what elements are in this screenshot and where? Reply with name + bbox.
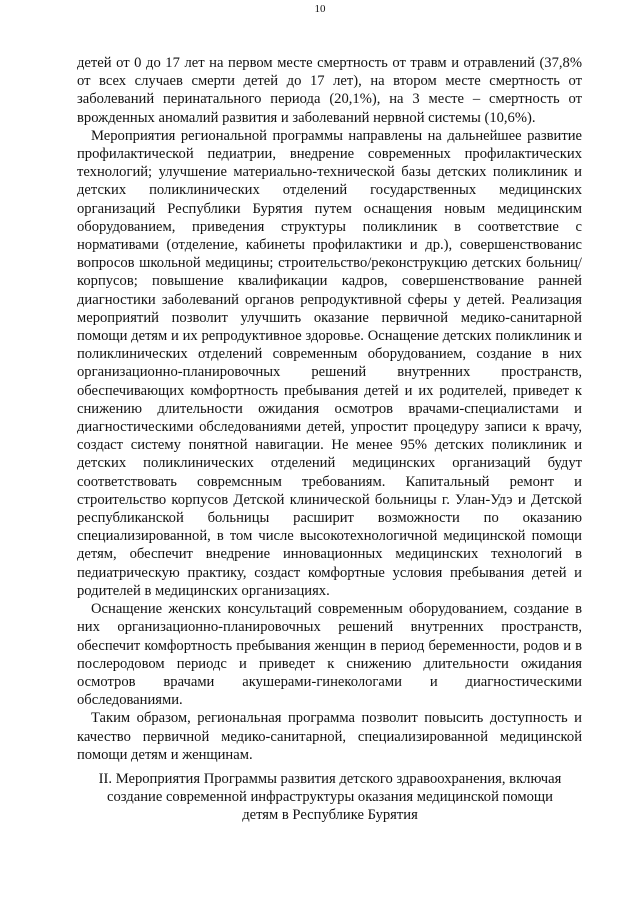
paragraph-womens-consultations: Оснащение женских консультаций современным оборудованием, создание в них организационно-планировочных решений внутренних пространств, обеспечит комфортность пребывания женщин в период беременности, родов и в послеродовом периодс и приведет к снижению длительности ожидания осмотров врачами акушерами-гинекологами и диагностическими обследованиями. (77, 601, 582, 709)
section-heading-line: создание современной инфраструктуры оказания медицинской помощи (107, 789, 553, 806)
page-number: 10 (314, 3, 326, 15)
document-body (77, 54, 582, 764)
paragraph-program-measures: Мероприятия региональной программы направлены на дальнейшее развитие профилактической педиатрии, внедрение современных профилактических технологий; улучшение материально-технической базы детских поликлиник и детских поликлинических отделений государственных медицинских организаций Республики Бурятия путем оснащения новым медицинским оборудованием, приведения структуры поликлиник в соответствие с нормативами (отделение, кабинеты профилактики и др.), совершенствованис вопросов школьной медицины; строительство/реконструкцию детских больниц/корпусов; повышение квалификации кадров, совершенствование ранней диагностики заболеваний органов репродуктивной сферы у детей. Реализация мероприятий позволит улучшить оказание первичной медико-санитарной помощи детям и их репродуктивное здоровье. Оснащение детских поликлиник и поликлинических отделений современным оборудованием, создание в них организационно-планировочных решений внутренних пространств, обеспечивающих комфортность пребывания детей и их родителей, приведет к снижению длительности ожидания осмотров врачами-специалистами и диагностическими обследованиями детей, упростит процедуру записи к врачу, создаст систему понятной навигации. Не менее 95% детских поликлиник и детских поликлинических отделений медицинских организаций будут соответствовать совремснным требованиям. Капитальный ремонт и строительство корпусов Детской клинической больницы г. Улан-Удэ и Детской республиканской больницы расширит возможности по оказанию специализированной, в том числе высокотехнологичной медицинской помощи детям, обеспечит внедрение инновационных медицинских технологий в педиатрическую практику, создаст комфортные условия пребывания детей и родителей в медицинских организациях. (77, 127, 582, 599)
section-heading-line: детям в Республике Бурятия (242, 807, 418, 824)
paragraph-mortality: детей от 0 до 17 лет на первом месте смертность от травм и отравлений (37,8% от всех случаев смерти детей до 17 лет), на втором месте смертность от заболеваний перинатального периода (20,1%), на 3 месте – смертность от врожденных аномалий развития и заболеваний нервной системы (10,6%). (77, 55, 582, 126)
paragraph-conclusion: Таким образом, региональная программа позволит повысить доступность и качество первичной медико-санитарной, специализированной медицинской помощи детям и женщинам. (77, 710, 582, 763)
section-heading-line: II. Мероприятия Программы развития детского здравоохранения, включая (98, 771, 562, 787)
section-heading (80, 770, 580, 825)
